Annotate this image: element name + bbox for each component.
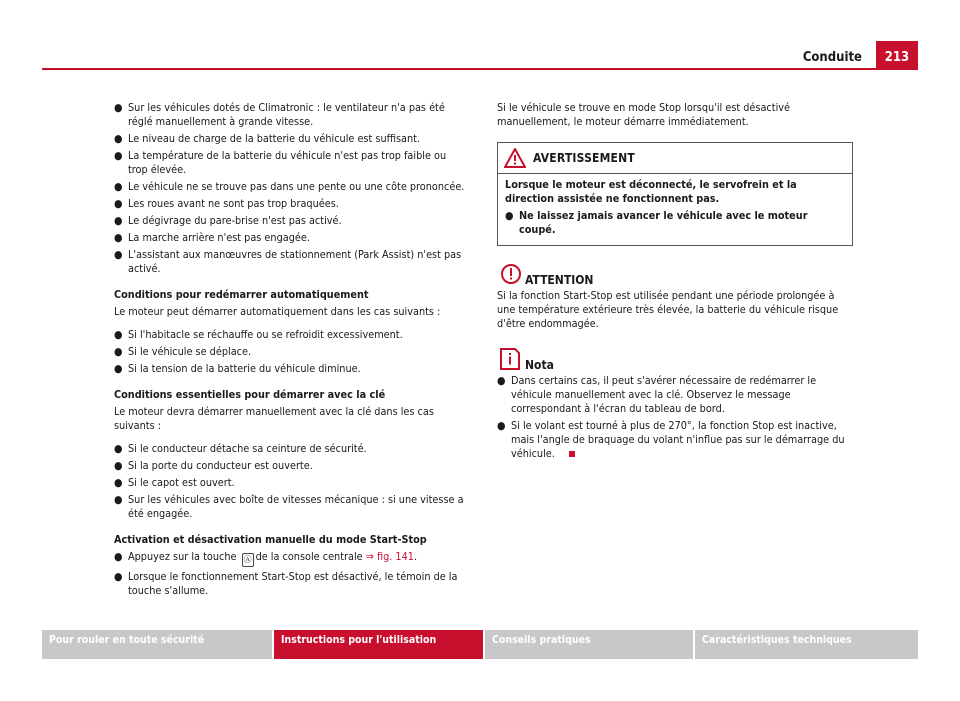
list-item: ● Appuyez sur la touche Ⓐ de la console centrale ⇒ fig. 141.	[114, 550, 466, 567]
left-column	[114, 101, 466, 601]
attention-header	[497, 261, 853, 289]
attention-title: ATTENTION	[525, 273, 594, 287]
list-item: ● Si le volant est tourné à plus de 270°, la fonction Stop est inactive, mais l'angle de braquage du volant n'influe pas sur le démarrage du véhicule.	[497, 419, 845, 460]
page-number: 213	[876, 41, 918, 70]
warning-body: Lorsque le moteur est déconnecté, le servofrein et la direction assistée ne fonctionnent pas. ● Ne laissez jamais avancer le véhicule avec le moteur coupé.	[498, 174, 852, 245]
right-column	[497, 101, 853, 464]
header-rule	[42, 68, 876, 70]
attention-text: Si la fonction Start-Stop est utilisée pendant une période prolongée à une température extérieure très élevée, la batterie du véhicule risque d'être endommagée.	[497, 289, 839, 330]
warning-box	[497, 142, 853, 246]
section-heading: Activation et désactivation manuelle du mode Start-Stop	[114, 533, 427, 546]
list-item: ● Si l'habitacle se réchauffe ou se refroidit excessivement.	[114, 328, 403, 341]
list-item: ● Si la porte du conducteur est ouverte.	[114, 459, 313, 472]
warning-triangle-icon	[504, 148, 526, 168]
list-item: ● La température de la batterie du véhicule n'est pas trop faible ou trop élevée.	[114, 149, 447, 176]
note-header	[497, 346, 853, 374]
section-heading: Conditions pour redémarrer automatiquement	[114, 288, 369, 301]
list-item: ● Sur les véhicules dotés de Climatronic : le ventilateur n'a pas été réglé manuellement à grande vitesse.	[114, 101, 445, 128]
list-item: ● Si le capot est ouvert.	[114, 476, 235, 489]
list-item: ● La marche arrière n'est pas engagée.	[114, 231, 310, 244]
list-item: ● Si le conducteur détache sa ceinture de sécurité.	[114, 442, 367, 455]
paragraph: Si le véhicule se trouve en mode Stop lorsqu'il est désactivé manuellement, le moteur démarre immédiatement.	[497, 101, 790, 128]
list-item: ● Si la tension de la batterie du véhicule diminue.	[114, 362, 361, 375]
footer-tab-instructions[interactable]: Instructions pour l'utilisation	[274, 630, 483, 659]
note-icon	[500, 346, 520, 370]
list-item: ● L'assistant aux manœuvres de stationnement (Park Assist) n'est pas activé.	[114, 248, 462, 275]
section-intro: Le moteur peut démarrer automatiquement dans les cas suivants :	[114, 305, 441, 318]
start-stop-key-icon: Ⓐ	[242, 553, 254, 567]
warning-title: AVERTISSEMENT	[533, 151, 635, 165]
list-item: ● Sur les véhicules avec boîte de vitesses mécanique : si une vitesse a été engagée.	[114, 493, 464, 520]
list-item: ● Lorsque le fonctionnement Start-Stop est désactivé, le témoin de la touche s'allume.	[114, 570, 458, 597]
section-intro: Le moteur devra démarrer manuellement avec la clé dans les cas suivants :	[114, 405, 434, 432]
attention-icon	[500, 263, 522, 285]
list-item: ● Le dégivrage du pare-brise n'est pas activé.	[114, 214, 342, 227]
footer-tab-safety[interactable]: Pour rouler en toute sécurité	[42, 630, 272, 659]
note-title: Nota	[525, 358, 554, 372]
list-item: ● Les roues avant ne sont pas trop braquées.	[114, 197, 339, 210]
list-item: ● Si le véhicule se déplace.	[114, 345, 252, 358]
list-item: ● Ne laissez jamais avancer le véhicule avec le moteur coupé.	[505, 209, 808, 236]
end-of-section-marker	[569, 451, 575, 457]
footer-tab-specs[interactable]: Caractéristiques techniques	[695, 630, 918, 659]
footer-tab-tips[interactable]: Conseils pratiques	[485, 630, 693, 659]
list-item: ● Le niveau de charge de la batterie du véhicule est suffisant.	[114, 132, 421, 145]
figure-link[interactable]: ⇒ fig. 141	[365, 550, 414, 563]
chapter-title: Conduite	[802, 50, 862, 65]
list-item: ● Le véhicule ne se trouve pas dans une pente ou une côte prononcée.	[114, 180, 465, 193]
list-item: ● Dans certains cas, il peut s'avérer nécessaire de redémarrer le véhicule manuellement avec la clé. Observez le message correspondant à l'écran du tableau de bord.	[497, 374, 817, 415]
warning-header	[498, 143, 852, 174]
section-heading: Conditions essentielles pour démarrer avec la clé	[114, 388, 386, 401]
